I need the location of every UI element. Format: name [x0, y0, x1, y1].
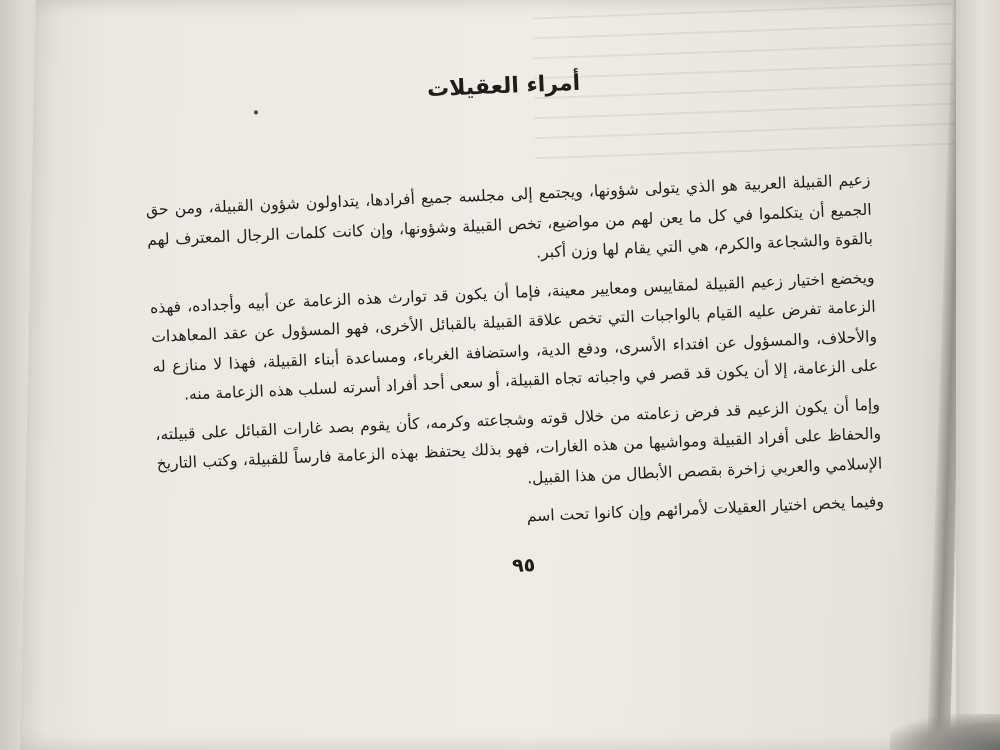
facing-page-edge	[956, 0, 1000, 750]
paragraph-4: وفيما يخص اختيار العقيلات لأمرائهم وإن كانوا تحت اسم	[526, 492, 885, 526]
page-text-block	[140, 45, 886, 591]
chapter-title: أمراء العقيلات	[426, 70, 581, 103]
paragraph-2: ويخضع اختيار زعيم القبيلة لمقاييس ومعايير معينة، فإما أن يكون قد توارث هذه الزعامة عن أبيه وأجداده، فهذه الزعامة تفرض عليه القيام بالواجبات التي تخص علاقة القبيلة بالقبائل الأخرى، فهو المسؤول عن عقد المعاهدات والأحلاف، والمسؤول عن افتداء الأسرى، ودفع الدية، واستضافة الغرباء، ومساعدة أبناء القبيلة، فهذا لا منازع له على الزعامة، إلا أن يكون قد قصر في واجباته تجاه القبيلة، أو سعى أحد أفراد أسرته لسلب هذه الزعامة منه.	[149, 268, 879, 404]
ink-dot	[254, 110, 258, 114]
background-surface	[890, 714, 1000, 750]
paragraph-3: وإما أن يكون الزعيم قد فرض زعامته من خلال قوته وشجاعته وكرمه، كأن يقوم بصد غارات القبائل على قبيلته، والحفاظ على أفراد القبيلة ومواشيها من هذه الغارات، فهو بذلك يحتفظ بهذه الزعامة فارساً للقبيلة، وكتب التاريخ الإسلامي والعربي زاخرة بقصص الأبطال من هذا القبيل.	[154, 395, 883, 487]
paragraph-1: زعيم القبيلة العربية هو الذي يتولى شؤونها، ويجتمع إلى مجلسه جميع أفرادها، يتداولون شؤون القبيلة، ومن حق الجميع أن يتكلموا في كل ما يعن لهم من مواضيع، تخص القبيلة وشؤونها، وإن كانت كلمات الرجال المعترف لهم بالقوة والشجاعة والكرم، هي التي يقام لها وزن أكبر.	[145, 170, 874, 262]
page-number: ٩٥	[511, 553, 536, 577]
body-text	[145, 166, 884, 548]
